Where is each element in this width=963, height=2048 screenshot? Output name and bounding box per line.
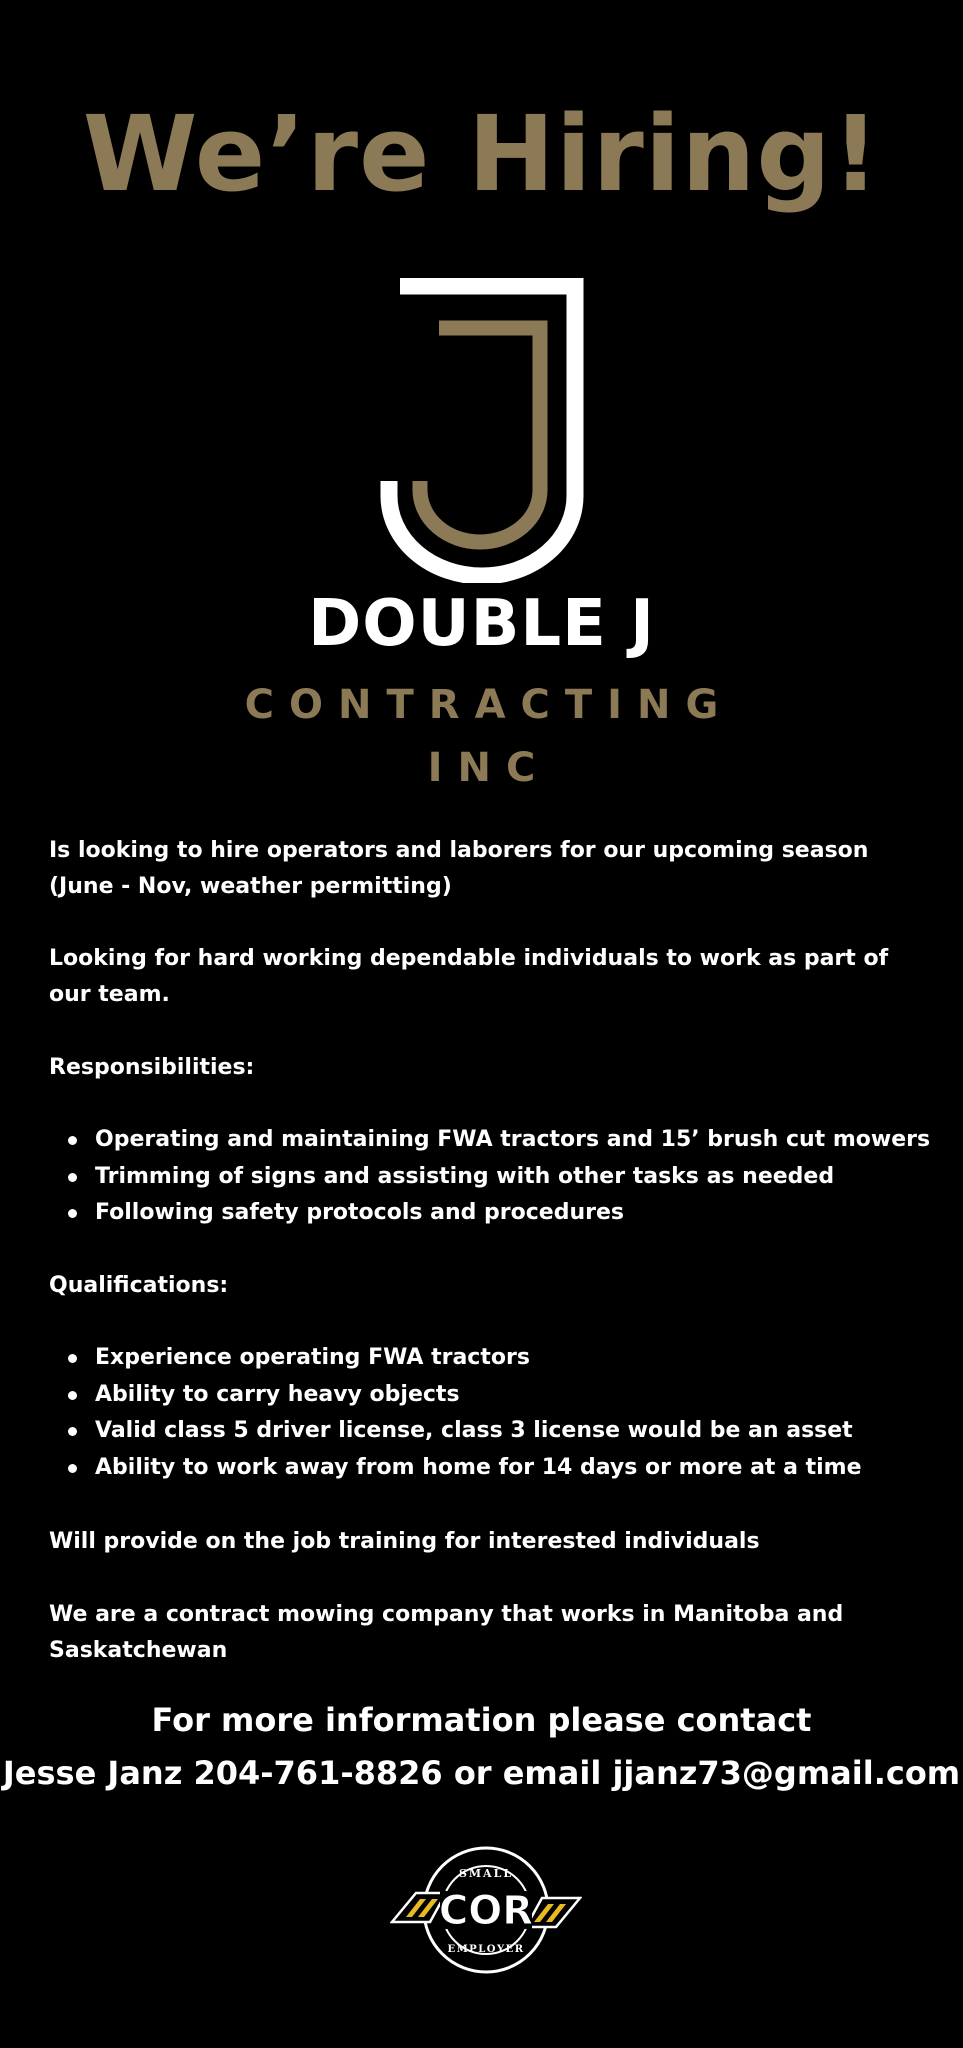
about-paragraph: We are a contract mowing company that works in Manitoba and Saskatchewan — [49, 1602, 844, 1663]
double-j-logo-svg — [370, 278, 590, 583]
list-item — [49, 1122, 929, 1159]
intro-paragraph: Is looking to hire operators and laborers for our upcoming season (June - Nov, weather permitting) — [49, 838, 869, 899]
looking-for-paragraph: Looking for hard working dependable individuals to work as part of our team. — [49, 946, 889, 1007]
bullet-icon — [68, 1391, 77, 1400]
brand-inc: INC — [427, 745, 551, 791]
list-item — [49, 1413, 929, 1450]
list-item-text: Following safety protocols and procedures — [95, 1200, 624, 1225]
list-item-text: Ability to carry heavy objects — [95, 1381, 460, 1407]
cor-badge-svg — [390, 1843, 582, 1977]
list-item — [49, 1159, 929, 1196]
list-item-text: Trimming of signs and assisting with other tasks as needed — [95, 1163, 835, 1189]
list-item-text: Valid class 5 driver license, class 3 license would be an asset — [95, 1418, 853, 1443]
bullet-icon — [68, 1464, 77, 1473]
badge-center-text: COR — [438, 1888, 534, 1934]
list-item — [49, 1377, 929, 1414]
responsibilities-heading: Responsibilities: — [49, 1055, 255, 1080]
list-item-text: Ability to work away from home for 14 days or more at a time — [95, 1454, 862, 1480]
bullet-icon — [68, 1209, 77, 1218]
training-paragraph: Will provide on the job training for interested individuals — [49, 1529, 760, 1554]
contact-line-1: For more information please contact — [151, 1701, 812, 1739]
small-employer-cor-badge-icon — [390, 1843, 582, 1977]
badge-top-text: SMALL — [458, 1867, 514, 1880]
bullet-icon — [68, 1173, 77, 1182]
bullet-icon — [68, 1427, 77, 1436]
list-item — [49, 1195, 929, 1232]
bullet-icon — [68, 1354, 77, 1363]
responsibilities-list — [49, 1122, 929, 1232]
list-item — [49, 1340, 929, 1377]
qualifications-list — [49, 1340, 929, 1486]
qualifications-heading: Qualifications: — [49, 1273, 229, 1298]
inner-j-stroke — [420, 328, 540, 542]
bullet-icon — [68, 1136, 77, 1145]
contact-line-2: Jesse Janz 204-761-8826 or email jjanz73@gmail.com — [2, 1754, 961, 1792]
list-item-text: Experience operating FWA tractors — [95, 1345, 530, 1370]
headline: We’re Hiring! — [82, 93, 881, 215]
double-j-logo-icon — [370, 278, 590, 583]
list-item — [49, 1450, 929, 1487]
badge-bottom-text: EMPLOYER — [447, 1944, 525, 1955]
list-item-text: Operating and maintaining FWA tractors and 15’ brush cut mowers — [95, 1127, 931, 1152]
brand-contracting: CONTRACTING — [244, 682, 734, 728]
brand-name: DOUBLE J — [308, 587, 655, 661]
